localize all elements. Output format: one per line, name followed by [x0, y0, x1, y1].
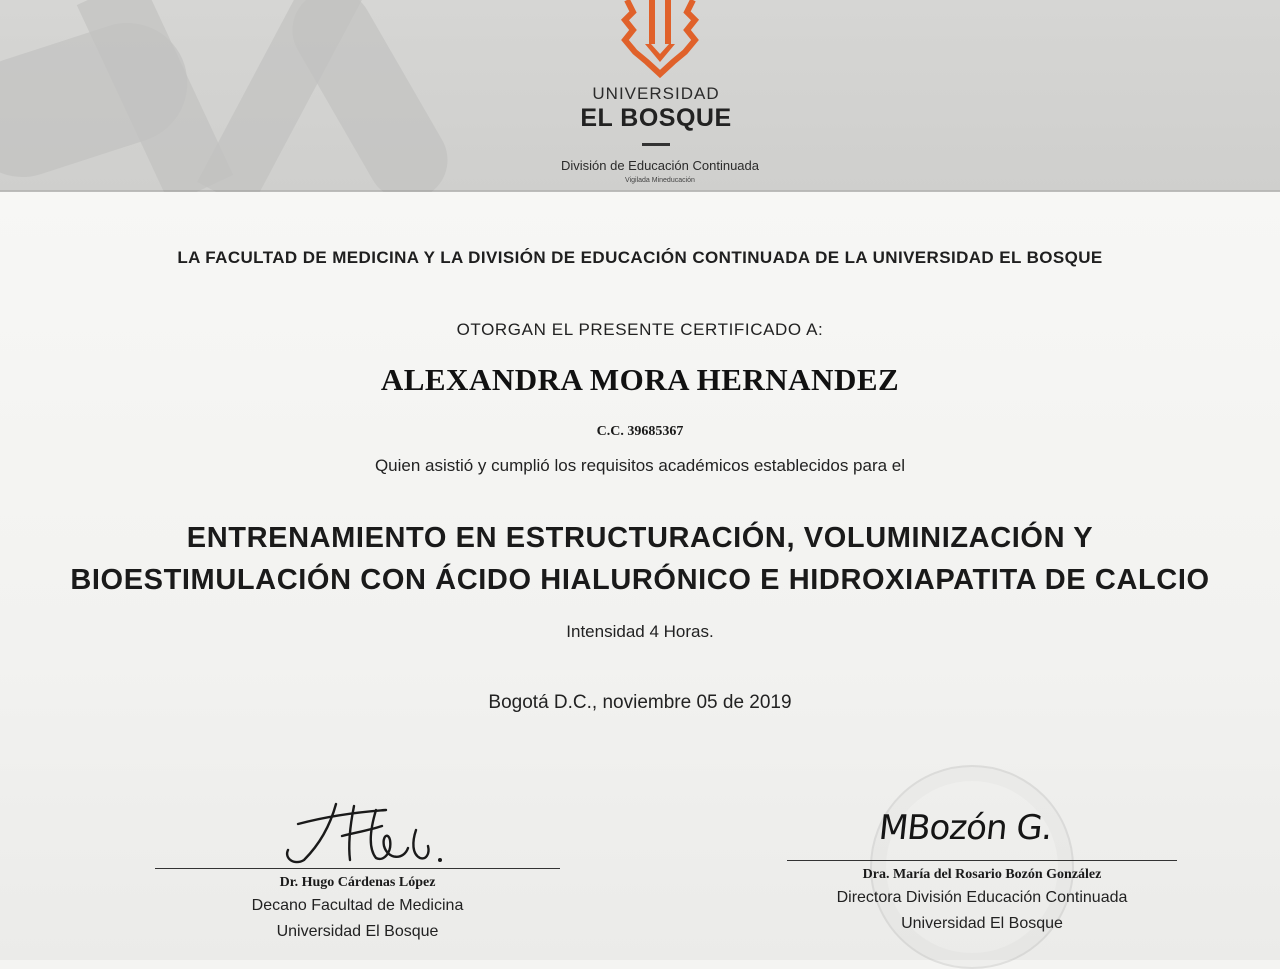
university-name-line2: EL BOSQUE — [580, 104, 732, 132]
course-title-line2: BIOESTIMULACIÓN CON ÁCIDO HIALURÓNICO E HIDROXIAPATITA DE CALCIO — [70, 564, 1210, 596]
course-title-line1: ENTRENAMIENTO EN ESTRUCTURACIÓN, VOLUMINIZACIÓN Y — [186, 522, 1094, 554]
signature-block-dean — [155, 796, 560, 943]
director-institution: Universidad El Bosque — [901, 915, 1063, 932]
recipient-id: C.C. 39685367 — [596, 424, 684, 439]
dean-title: Decano Facultad de Medicina — [251, 897, 464, 914]
course-intensity: Intensidad 4 Horas. — [566, 622, 714, 641]
signature-line-right — [787, 860, 1177, 861]
dean-institution: Universidad El Bosque — [276, 923, 439, 940]
university-logo — [540, 0, 780, 192]
issuer-statement: LA FACULTAD DE MEDICINA Y LA DIVISIÓN DE EDUCACIÓN CONTINUADA DE LA UNIVERSIDAD EL BOSQUE — [177, 248, 1103, 267]
division-name: División de Educación Continuada — [560, 158, 759, 173]
attendance-statement: Quien asistió y cumplió los requisitos académicos establecidos para el — [374, 456, 906, 475]
dean-name: Dr. Hugo Cárdenas López — [279, 875, 436, 890]
logo-divider — [642, 143, 670, 146]
grant-statement: OTORGAN EL PRESENTE CERTIFICADO A: — [456, 320, 824, 339]
director-title: Directora División Educación Continuada — [836, 889, 1128, 906]
signature-line-left — [155, 868, 560, 869]
university-emblem-icon — [615, 0, 705, 80]
recipient-name: ALEXANDRA MORA HERNANDEZ — [380, 362, 900, 397]
dean-signature — [258, 796, 458, 868]
director-name: Dra. María del Rosario Bozón González — [862, 867, 1102, 882]
vigilada-text: Vigilada Mineducación — [625, 177, 695, 184]
header-band — [0, 0, 1280, 192]
place-and-date: Bogotá D.C., noviembre 05 de 2019 — [488, 692, 792, 713]
director-handwritten-signature: MBozón G. — [876, 808, 1054, 848]
director-signature — [787, 800, 1177, 860]
signature-block-director — [787, 800, 1177, 935]
university-name-line1: UNIVERSIDAD — [592, 84, 720, 103]
